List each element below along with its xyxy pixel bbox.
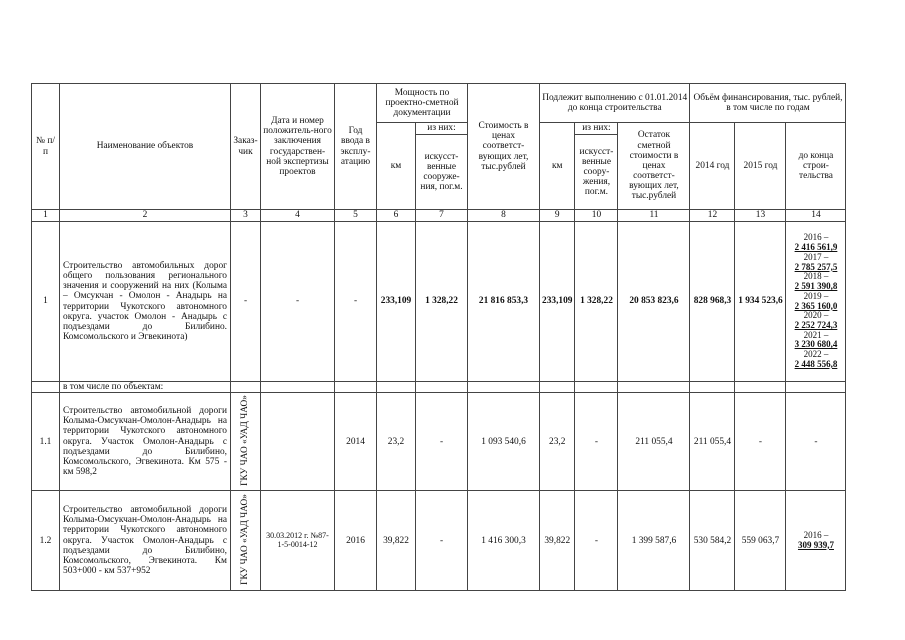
header-expertise: Дата и номер положитель-ного заключения государствен-ной экспертизы проектов <box>261 84 335 210</box>
capacity-km: 39,822 <box>377 491 416 591</box>
year-value: 3 230 680,4 <box>794 339 838 350</box>
header-of-them: из них: <box>416 123 468 135</box>
remaining-km: 233,109 <box>540 222 575 382</box>
col-number: 10 <box>575 210 618 222</box>
table-row <box>32 222 846 382</box>
year-label: 2022 – <box>803 349 829 360</box>
capacity-km: 23,2 <box>377 393 416 491</box>
table-row <box>32 393 846 491</box>
financing-2015: - <box>735 393 786 491</box>
cost-cell: 21 816 853,3 <box>468 222 540 382</box>
cost-cell: 1 093 540,6 <box>468 393 540 491</box>
year-value: 2 416 561,9 <box>794 242 838 253</box>
customer-text: ГКУ ЧАО «УАД ЧАО» <box>240 493 251 585</box>
remaining-cost: 20 853 823,6 <box>618 222 690 382</box>
capacity-structures: - <box>416 491 468 591</box>
col-number: 4 <box>261 210 335 222</box>
year-value: 2 591 390,8 <box>794 281 838 292</box>
object-name: Строительство автомобильной дороги Колыма-Омсукчан-Омолон-Анадырь на территории Чукотского автономного округа. Участок Омолон-Анадырь с подъездами до Билибино, Комсомольского, Эгвекинота. Км 503+000 - км 537+952 <box>60 491 231 591</box>
remaining-km: 23,2 <box>540 393 575 491</box>
table-row <box>32 491 846 591</box>
header-cost: Стоимость в ценах соответст-вующих лет, тыс.рублей <box>468 84 540 210</box>
year-value: 309 939,7 <box>797 539 834 550</box>
expertise-cell: 30.03.2012 г. №87-1-5-0014-12 <box>261 491 335 591</box>
col-number: 8 <box>468 210 540 222</box>
column-numbers-row <box>32 210 846 222</box>
remaining-cost: 211 055,4 <box>618 393 690 491</box>
financing-until-end: - <box>786 393 846 491</box>
financing-2014: 530 584,2 <box>690 491 735 591</box>
header-until-end: до конца строи-тельства <box>786 123 846 210</box>
header-financing-group: Объём финансирования, тыс. рублей, в том числе по годам <box>690 84 846 123</box>
year-value: 2 785 257,5 <box>794 261 838 272</box>
header-km-2: км <box>540 123 575 210</box>
header-structures-2: искусст-венные соору-жения, пог.м. <box>575 135 618 210</box>
header-2014: 2014 год <box>690 123 735 210</box>
commission-year: 2014 <box>335 393 377 491</box>
objects-table <box>31 83 846 591</box>
header-year: Год ввода в эксплу-атацию <box>335 84 377 210</box>
financing-2015: 559 063,7 <box>735 491 786 591</box>
expertise-cell <box>261 393 335 491</box>
row-number: 1.1 <box>32 393 60 491</box>
header-name: Наименование объектов <box>60 84 231 210</box>
object-name: Строительство автомобильной дороги Колыма-Омсукчан-Омолон-Анадырь на территории Чукотского автономного округа. Участок Омолон-Анадырь с подъездами до Билибино, Комсомольского, Эгвекинота. Км 575 - км 598,2 <box>60 393 231 491</box>
financing-2015: 1 934 523,6 <box>735 222 786 382</box>
remaining-cost: 1 399 587,6 <box>618 491 690 591</box>
row-number: 1 <box>32 222 60 382</box>
capacity-structures: - <box>416 393 468 491</box>
cost-cell: 1 416 300,3 <box>468 491 540 591</box>
year-label: 2020 – <box>803 310 829 321</box>
financing-2014: 828 968,3 <box>690 222 735 382</box>
col-number: 5 <box>335 210 377 222</box>
financing-until-end <box>786 491 846 591</box>
year-label: 2021 – <box>803 329 829 340</box>
financing-2014: 211 055,4 <box>690 393 735 491</box>
commission-year: - <box>335 222 377 382</box>
header-km: км <box>377 123 416 210</box>
remaining-km: 39,822 <box>540 491 575 591</box>
col-number: 14 <box>786 210 846 222</box>
subheader-text: в том числе по объектам: <box>60 382 231 393</box>
customer-cell: - <box>231 222 261 382</box>
year-label: 2019 – <box>803 290 829 301</box>
col-number: 1 <box>32 210 60 222</box>
col-number: 6 <box>377 210 416 222</box>
object-name: Строительство автомобильных дорог общего пользования регионального значения и сооружений на них (Колыма – Омсукчан - Омолон - Анадырь на территории Чукотского автономного округа. участок Омолон - Анадырь с подъездами до Билибино. Комсомольского и Эгвекинота) <box>60 222 231 382</box>
customer-cell <box>231 491 261 591</box>
col-number: 11 <box>618 210 690 222</box>
header-rest: Остаток сметной стоимости в ценах соответст-вующих лет, тыс.рублей <box>618 123 690 210</box>
year-label: 2017 – <box>803 251 829 262</box>
col-number: 3 <box>231 210 261 222</box>
col-number: 12 <box>690 210 735 222</box>
financing-by-years <box>786 222 846 382</box>
col-number: 13 <box>735 210 786 222</box>
remaining-structures: 1 328,22 <box>575 222 618 382</box>
customer-cell <box>231 393 261 491</box>
year-value: 2 448 556,8 <box>794 358 838 369</box>
remaining-structures: - <box>575 491 618 591</box>
commission-year: 2016 <box>335 491 377 591</box>
year-value: 2 365 160,0 <box>794 300 838 311</box>
header-customer: Заказ-чик <box>231 84 261 210</box>
header-remaining-group: Подлежит выполнению с 01.01.2014 до конца строительства <box>540 84 690 123</box>
year-label: 2018 – <box>803 271 829 282</box>
header-structures: искусст-венные сооруже-ния, пог.м. <box>416 135 468 210</box>
year-label: 2016 – <box>803 232 829 243</box>
row-number: 1.2 <box>32 491 60 591</box>
year-label: 2016 – <box>803 529 829 540</box>
capacity-km: 233,109 <box>377 222 416 382</box>
remaining-structures: - <box>575 393 618 491</box>
subheader-row <box>32 382 846 393</box>
customer-text: ГКУ ЧАО «УАД ЧАО» <box>240 394 251 486</box>
header-num: № п/п <box>32 84 60 210</box>
capacity-structures: 1 328,22 <box>416 222 468 382</box>
expertise-cell: - <box>261 222 335 382</box>
col-number: 2 <box>60 210 231 222</box>
col-number: 9 <box>540 210 575 222</box>
header-of-them-2: из них: <box>575 123 618 135</box>
header-2015: 2015 год <box>735 123 786 210</box>
year-value: 2 252 724,3 <box>794 319 838 330</box>
col-number: 7 <box>416 210 468 222</box>
header-capacity-group: Мощность по проектно-сметной документации <box>377 84 468 123</box>
